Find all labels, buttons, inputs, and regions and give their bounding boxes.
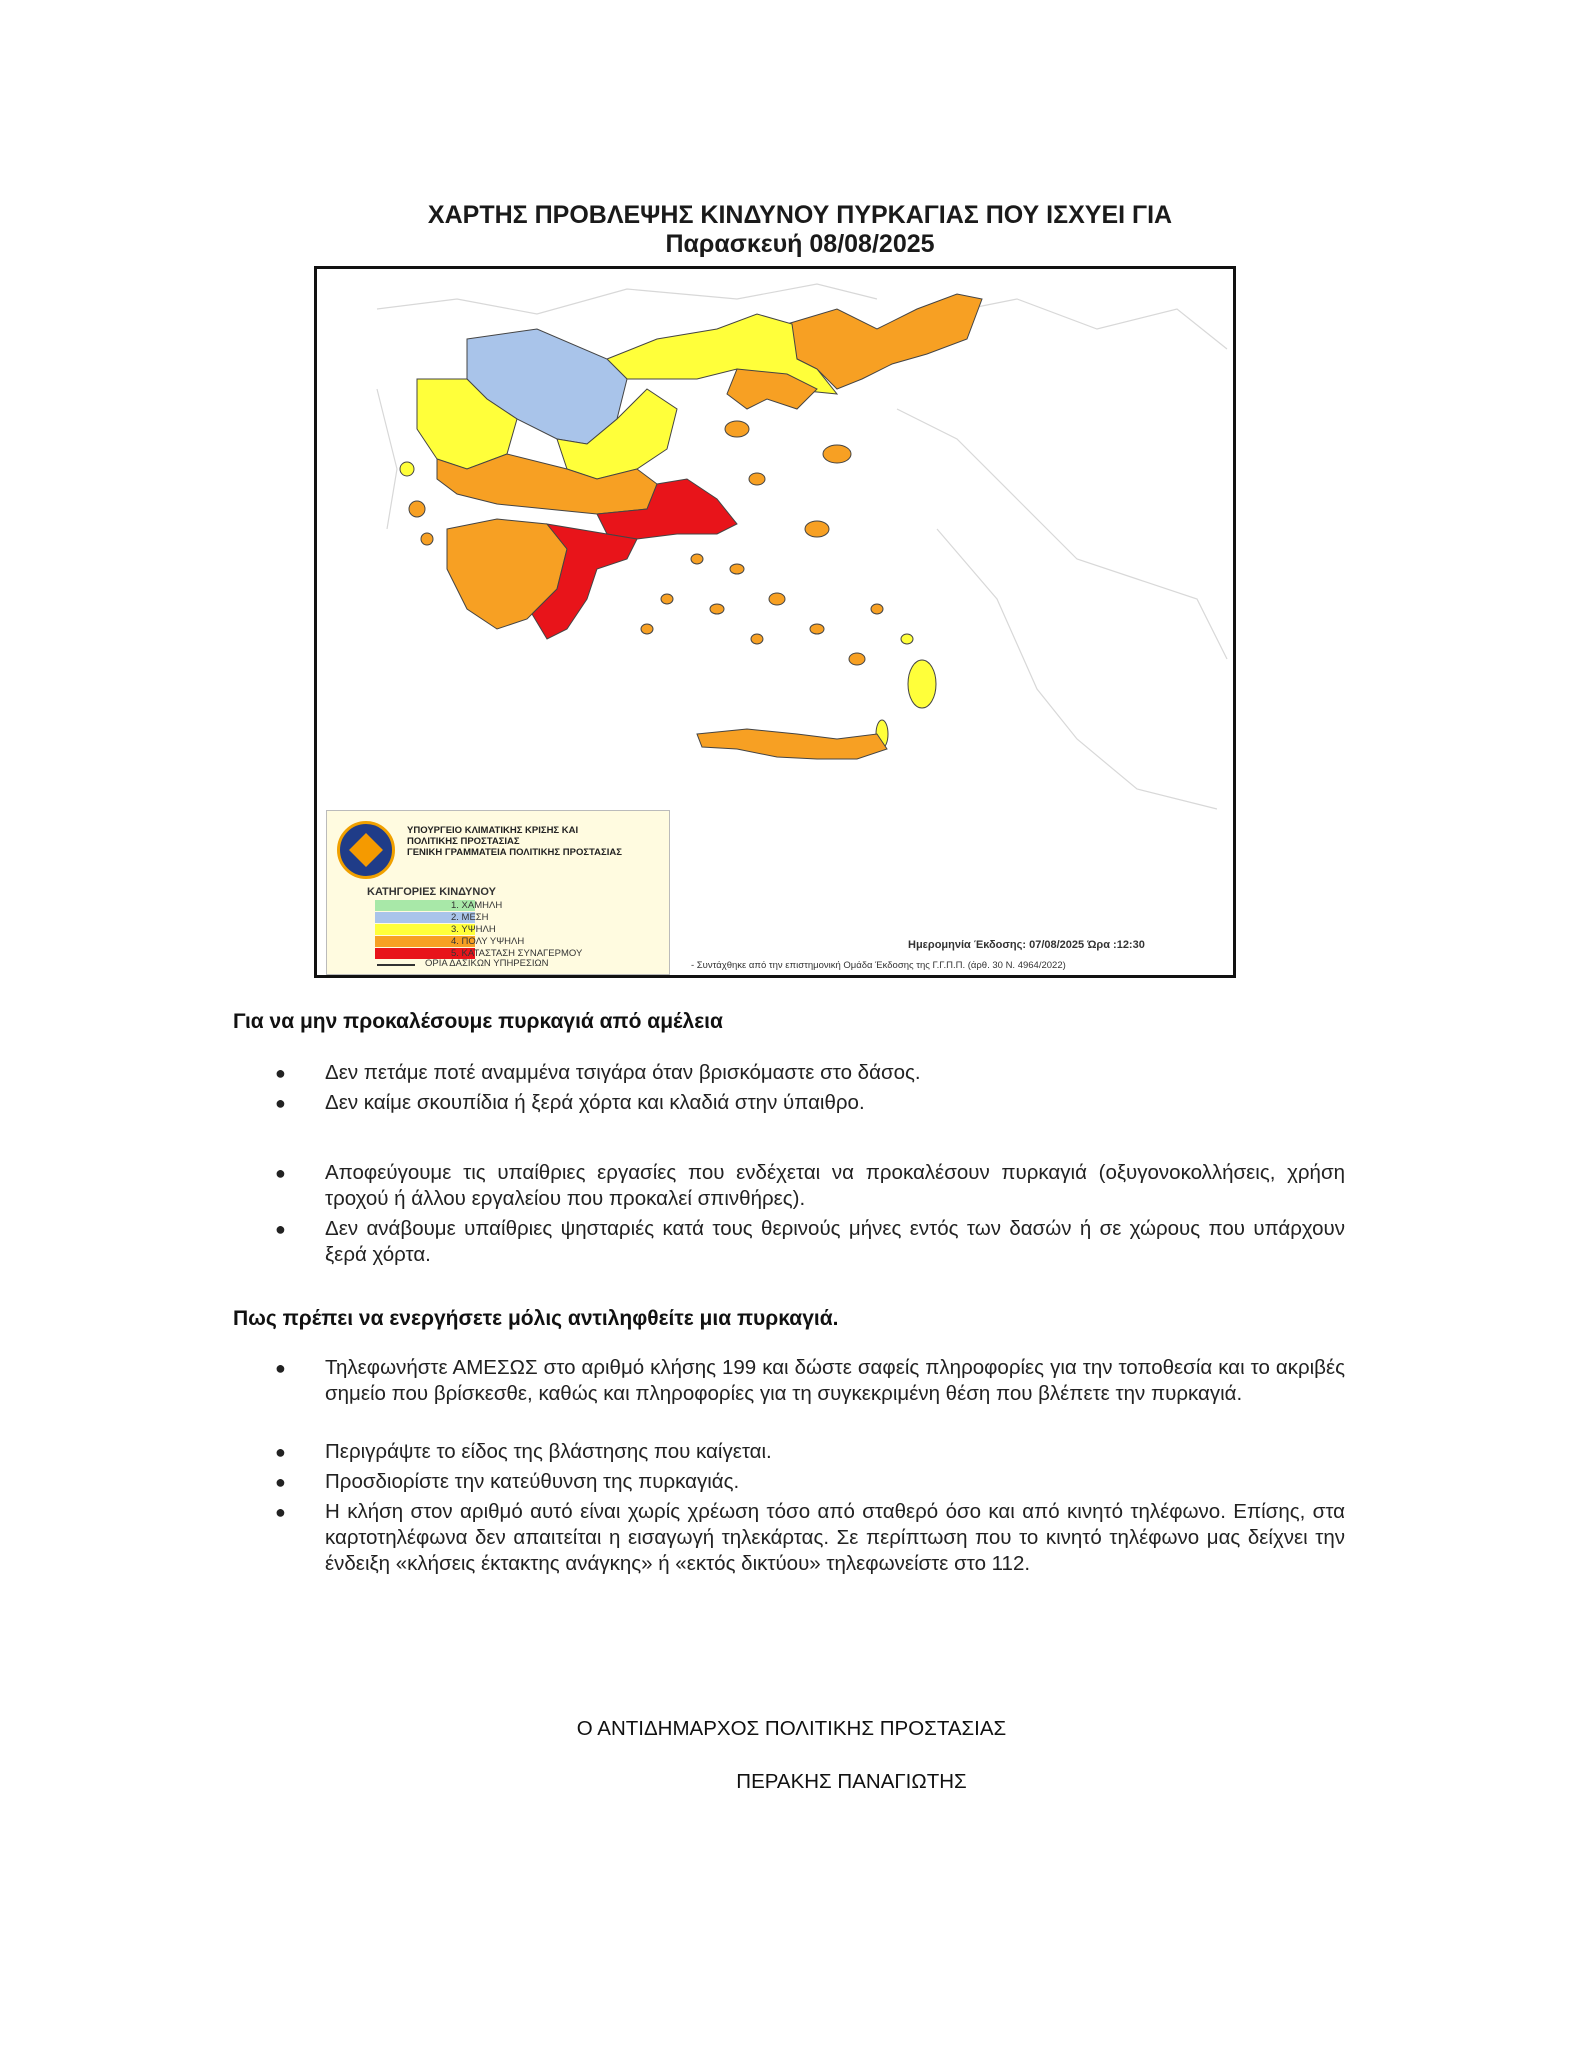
legend-border-line — [377, 964, 415, 966]
civil-protection-emblem-icon — [337, 821, 395, 879]
ministry-name-line1: ΥΠΟΥΡΓΕΙΟ ΚΛΙΜΑΤΙΚΗΣ ΚΡΙΣΗΣ ΚΑΙ — [407, 825, 579, 836]
bullet-icon: ● — [275, 1063, 286, 1083]
bullet-icon: ● — [275, 1358, 286, 1378]
bullet-icon: ● — [275, 1219, 286, 1239]
signature-name: ΠΕΡΑΚΗΣ ΠΑΝΑΓΙΩΤΗΣ — [736, 1770, 967, 1793]
bullet-icon: ● — [275, 1442, 286, 1462]
signature-role: Ο ΑΝΤΙΔΗΜΑΡΧΟΣ ΠΟΛΙΤΙΚΗΣ ΠΡΟΣΤΑΣΙΑΣ — [576, 1717, 1007, 1740]
legend-label-low: 1. ΧΑΜΗΛΗ — [451, 900, 503, 911]
categories-title: ΚΑΤΗΓΟΡΙΕΣ ΚΙΝΔΥΝΟΥ — [367, 886, 496, 898]
bullet-icon: ● — [275, 1472, 286, 1492]
region-crete — [697, 729, 887, 759]
map-date: Παρασκευή 08/08/2025 — [665, 230, 935, 258]
map-note: - Συντάχθηκε από την επιστημονική Ομάδα Έκδοσης της Γ.Γ.Π.Π. (άρθ. 30 Ν. 4964/2022) — [691, 960, 1066, 971]
legend-label-high: 3. ΥΨΗΛΗ — [451, 924, 496, 935]
legend-label-very-high: 4. ΠΟΛΥ ΥΨΗΛΗ — [451, 936, 525, 947]
bullet-icon: ● — [275, 1093, 286, 1113]
bullet-icon: ● — [275, 1502, 286, 1522]
legend-label-alert: 5. ΚΑΤΑΣΤΑΣΗ ΣΥΝΑΓΕΡΜΟΥ — [451, 948, 583, 959]
issue-date: Ημερομηνία Έκδοσης: 07/08/2025 Ώρα :12:30 — [908, 939, 1145, 951]
ministry-name-line3: ΓΕΝΙΚΗ ΓΡΑΜΜΑΤΕΙΑ ΠΟΛΙΤΙΚΗΣ ΠΡΟΣΤΑΣΙΑΣ — [407, 847, 622, 858]
map-title: ΧΑΡΤΗΣ ΠΡΟΒΛΕΨΗΣ ΚΙΝΔΥΝΟΥ ΠΥΡΚΑΓΙΑΣ ΠΟΥ ΙΣΧΥΕΙ ΓΙΑ — [427, 201, 1173, 229]
ministry-name-line2: ΠΟΛΙΤΙΚΗΣ ΠΡΟΣΤΑΣΙΑΣ — [407, 836, 520, 847]
section1-heading: Για να μην προκαλέσουμε πυρκαγιά από αμέλεια — [233, 1010, 723, 1033]
map-legend — [326, 810, 670, 975]
legend-border-label: ΟΡΙΑ ΔΑΣΙΚΩΝ ΥΠΗΡΕΣΙΩΝ — [425, 958, 549, 969]
fire-risk-map — [314, 266, 1236, 978]
section2-heading: Πως πρέπει να ενεργήσετε μόλις αντιληφθείτε μια πυρκαγιά. — [233, 1307, 839, 1330]
bullet-icon: ● — [275, 1163, 286, 1183]
legend-label-medium: 2. ΜΕΣΗ — [451, 912, 489, 923]
